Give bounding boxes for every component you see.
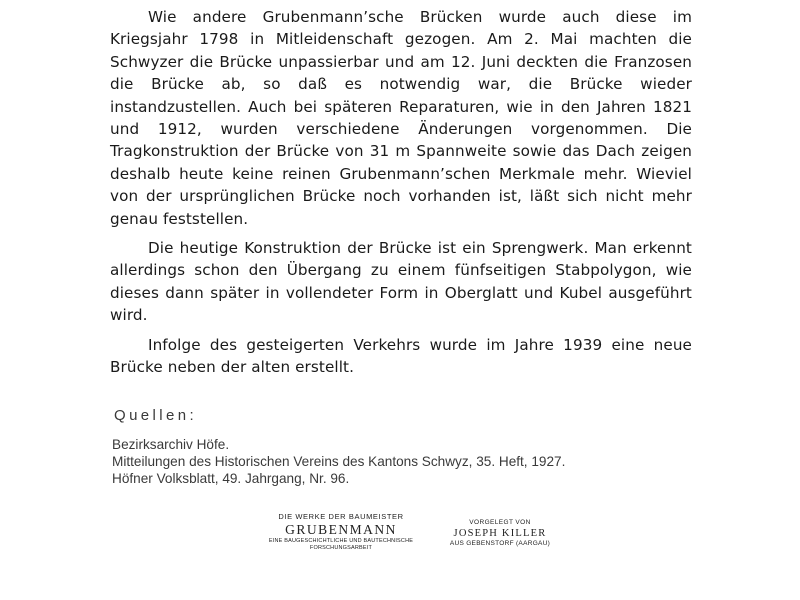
paragraph: Wie andere Grubenmann’sche Brücken wurde auch diese im Kriegsjahr 1798 in Mitleidenschaft gezogen. Am 2. Mai machten die Schwyzer die Brücke unpassierbar und am 12. Juni deckten die Franzosen die Brücke ab, so daß es notwendig war, die Brücke wieder instandzustellen. Auch bei späteren Reparaturen, wie in den Jahren 1821 und 1912, wurden verschiedene Änderungen vorgenommen. Die Tragkonstruktion der Brücke von 31 m Spannweite sowie das Dach zeigen deshalb heute keine reinen Grubenmann’schen Merkmale mehr. Wieviel von der ursprünglichen Brücke noch vorhanden ist, läßt sich nicht mehr genau feststellen.: [110, 8, 692, 228]
author-name: JOSEPH KILLER: [453, 528, 547, 539]
sources-section: [110, 407, 710, 487]
source-item: Mitteilungen des Historischen Vereins des Kantons Schwyz, 35. Heft, 1927.: [112, 454, 566, 469]
author-block: [438, 518, 562, 548]
series-subtitle: EINE BAUGESCHICHTLICHE UND BAUTECHNISCHE FORSCHUNGSARBEIT: [268, 538, 414, 551]
series-title: GRUBENMANN: [285, 522, 397, 537]
sources-heading: Quellen:: [114, 407, 198, 424]
colophon: [258, 512, 578, 562]
author-place: AUS GEBENSTORF (AARGAU): [449, 540, 551, 547]
sources-list: [110, 436, 710, 487]
series-label: DIE WERKE DER BAUMEISTER: [278, 512, 404, 521]
body-text: [110, 6, 692, 379]
source-item: Bezirksarchiv Höfe.: [112, 437, 230, 452]
series-block: [258, 512, 424, 551]
paragraph: Die heutige Konstruktion der Brücke ist ein Sprengwerk. Man erkennt allerdings schon den Übergang zu einem fünfseitigen Stabpolygon, wie dieses dann später in vollendeter Form in Oberglatt und Kubel ausgeführt wird.: [110, 239, 692, 325]
paragraph: Infolge des gesteigerten Verkehrs wurde im Jahre 1939 eine neue Brücke neben der alten erstellt.: [110, 335, 692, 377]
source-item: Höfner Volksblatt, 49. Jahrgang, Nr. 96.: [112, 471, 350, 486]
presented-by-label: VORGELEGT VON: [469, 519, 531, 526]
